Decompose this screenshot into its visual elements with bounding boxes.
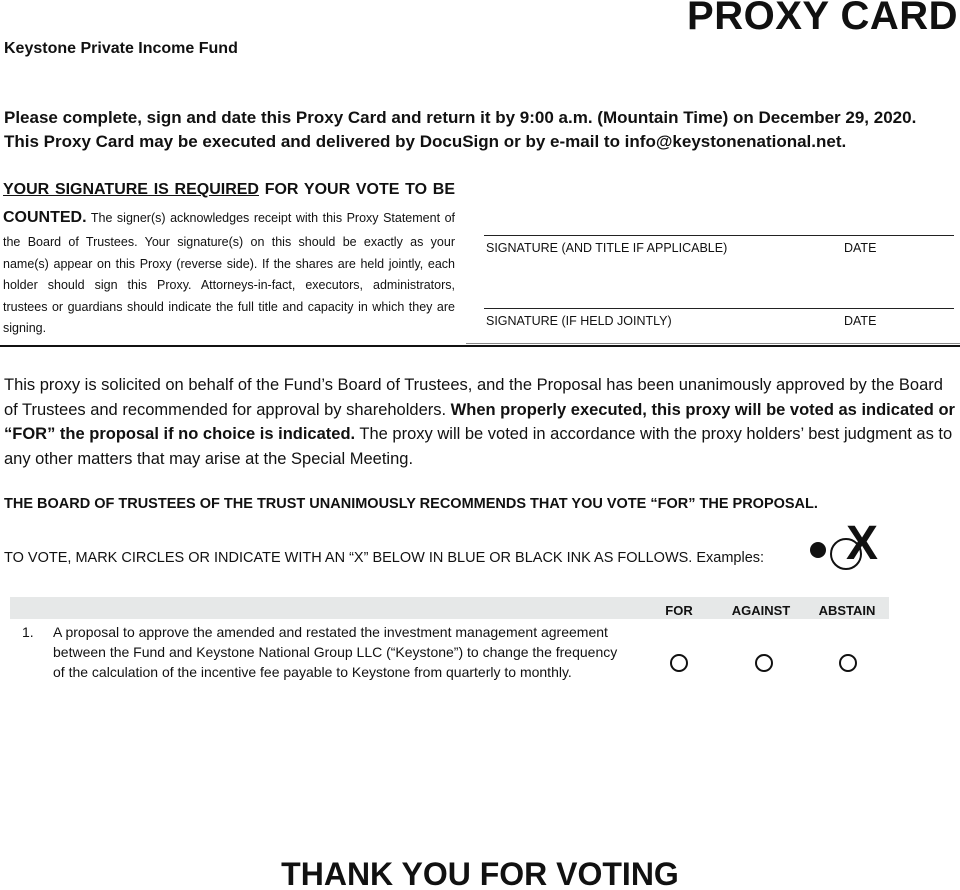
example-filled-circle-icon: [810, 542, 826, 558]
signature-line-2[interactable]: [484, 308, 954, 309]
column-abstain: ABSTAIN: [818, 603, 876, 618]
example-x-mark: X: [846, 517, 879, 570]
column-against: AGAINST: [731, 603, 791, 618]
solicitation-bold: When properly executed, this proxy will be voted as indicated or “FOR” the proposal if no choice is indicated.: [4, 400, 955, 443]
thank-you-footer: THANK YOU FOR VOTING: [281, 856, 679, 890]
fund-name: Keystone Private Income Fund: [4, 40, 238, 57]
signature-notice: [3, 176, 455, 340]
delivery-method: This Proxy Card may be executed and delivered by DocuSign or by e-mail to info@keystonenational.net.: [4, 132, 847, 151]
date-label-2: DATE: [844, 314, 877, 328]
board-recommendation: THE BOARD OF TRUSTEES OF THE TRUST UNANIMOUSLY RECOMMENDS THAT YOU VOTE “FOR” THE PROPOSAL.: [4, 496, 818, 512]
proxy-card-title: PROXY CARD: [687, 0, 958, 38]
return-deadline: Please complete, sign and date this Proxy Card and return it by 9:00 a.m. (Mountain Time) on December 29, 2020.: [4, 108, 917, 127]
vote-abstain-circle[interactable]: [839, 654, 857, 672]
signature-label-2: SIGNATURE (IF HELD JOINTLY): [486, 314, 672, 328]
proposal-text: A proposal to approve the amended and restated the investment management agreement between the Fund and Keystone National Group LLC (“Keystone”) to change the frequency of the calculation of the incentive fee payable to Keystone from quarterly to monthly.: [53, 624, 618, 680]
proposal-number: 1.: [22, 624, 34, 640]
vote-against-circle[interactable]: [755, 654, 773, 672]
signature-required-rest: FOR YOUR VOTE TO BE COUNTED.: [3, 181, 456, 226]
solicitation-part-2: The proxy will be voted in accordance with the proxy holders’ best judgment as to any other matters that may arise at the Special Meeting.: [4, 425, 953, 468]
column-for: FOR: [665, 603, 693, 618]
return-instructions: [4, 106, 916, 154]
solicitation-statement: [4, 373, 959, 471]
signature-divider: [466, 343, 960, 344]
vote-instructions: TO VOTE, MARK CIRCLES OR INDICATE WITH AN “X” BELOW IN BLUE OR BLACK INK AS FOLLOWS. Examples:: [4, 550, 765, 566]
section-divider: [0, 345, 960, 347]
signature-notice-body: The signer(s) acknowledges receipt with this Proxy Statement of the Board of Trustees. Your signature(s) on this should be exactly as your name(s) appear on this Proxy (reverse side). If the shares are held jointly, each holder should sign this Proxy. Attorneys-in-fact, executors, administrators, trustees or guardians should indicate the full title and capacity in which they are signing.: [3, 211, 455, 335]
solicitation-part-1: This proxy is solicited on behalf of the Fund’s Board of Trustees, and the Proposal has been unanimously approved by the Board of Trustees and recommended for approval by shareholders.: [4, 376, 943, 419]
signature-label-1: SIGNATURE (AND TITLE IF APPLICABLE): [486, 241, 728, 255]
date-label-1: DATE: [844, 241, 877, 255]
signature-required-underlined: YOUR SIGNATURE IS REQUIRED: [3, 181, 259, 198]
vote-for-circle[interactable]: [670, 654, 688, 672]
signature-line-1[interactable]: [484, 235, 954, 236]
